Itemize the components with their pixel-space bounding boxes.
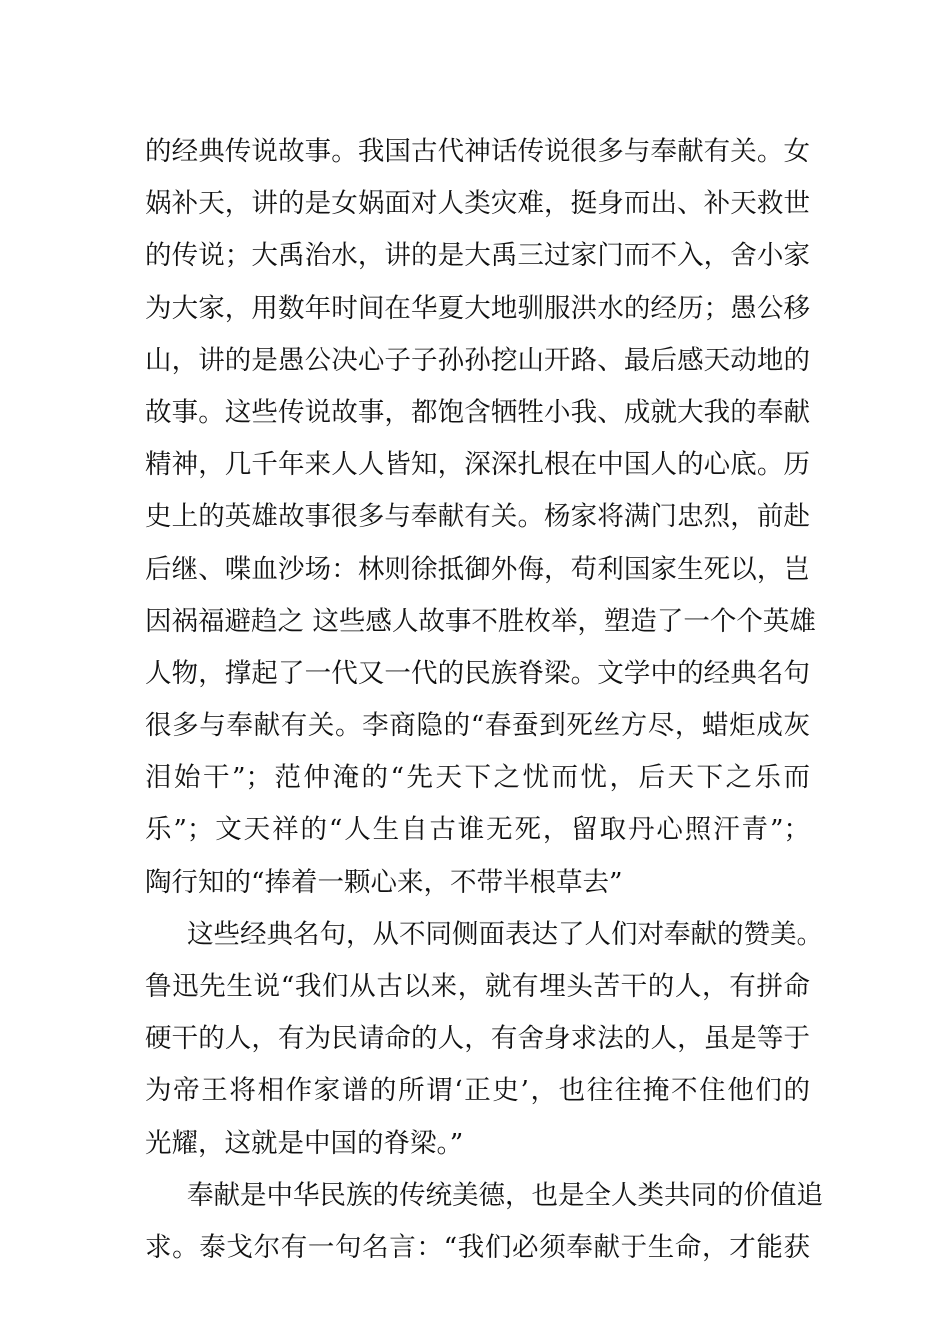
text-line: 为大家，用数年时间在华夏大地驯服洪水的经历；愚公移	[145, 292, 810, 324]
text-line: 硬干的人，有为民请命的人，有舍身求法的人，虽是等于	[145, 1023, 810, 1055]
text-line: 人物，撑起了一代又一代的民族脊梁。文学中的经典名句	[145, 657, 810, 689]
text-line: 的传说；大禹治水，讲的是大禹三过家门而不入，舍小家	[145, 240, 810, 272]
text-line: 泪始干”；范仲淹的“先天下之忧而忧，后天下之乐而	[145, 762, 810, 794]
text-line: 光耀，这就是中国的脊梁。”	[145, 1127, 464, 1159]
text-line: 因祸福避趋之 这些感人故事不胜枚举，塑造了一个个英雄	[145, 605, 816, 637]
body-text	[145, 126, 823, 1274]
text-line: 求。泰戈尔有一句名言：“我们必须奉献于生命，才能获	[145, 1231, 810, 1263]
text-line: 娲补天，讲的是女娲面对人类灾难，挺身而出、补天救世	[145, 188, 810, 220]
text-line: 的经典传说故事。我国古代神话传说很多与奉献有关。女	[145, 136, 810, 167]
text-line: 故事。这些传说故事，都饱含牺牲小我、成就大我的奉献	[145, 396, 810, 428]
text-line: 陶行知的“捧着一颗心来，不带半根草去”	[145, 866, 623, 898]
text-line: 乐”；文天祥的“人生自古谁无死，留取丹心照汗青”；	[145, 814, 810, 846]
paragraph-first-line: 奉献是中华民族的传统美德，也是全人类共同的价值追	[187, 1179, 823, 1211]
text-line: 后继、喋血沙场：林则徐抵御外侮，苟利国家生死以，岂	[145, 553, 810, 585]
paragraph-first-line: 这些经典名句，从不同侧面表达了人们对奉献的赞美。	[187, 918, 823, 950]
text-line: 为帝王将相作家谱的所谓‘正史’，也往往掩不住他们的	[145, 1075, 810, 1107]
text-line: 精神，几千年来人人皆知，深深扎根在中国人的心底。历	[145, 449, 810, 481]
text-line: 史上的英雄故事很多与奉献有关。杨家将满门忠烈，前赴	[145, 501, 810, 533]
text-line: 山，讲的是愚公决心子子孙孙挖山开路、最后感天动地的	[145, 344, 810, 376]
text-line: 很多与奉献有关。李商隐的“春蚕到死丝方尽，蜡炬成灰	[145, 710, 810, 742]
text-line: 鲁迅先生说“我们从古以来，就有埋头苦干的人，有拼命	[145, 971, 810, 1002]
